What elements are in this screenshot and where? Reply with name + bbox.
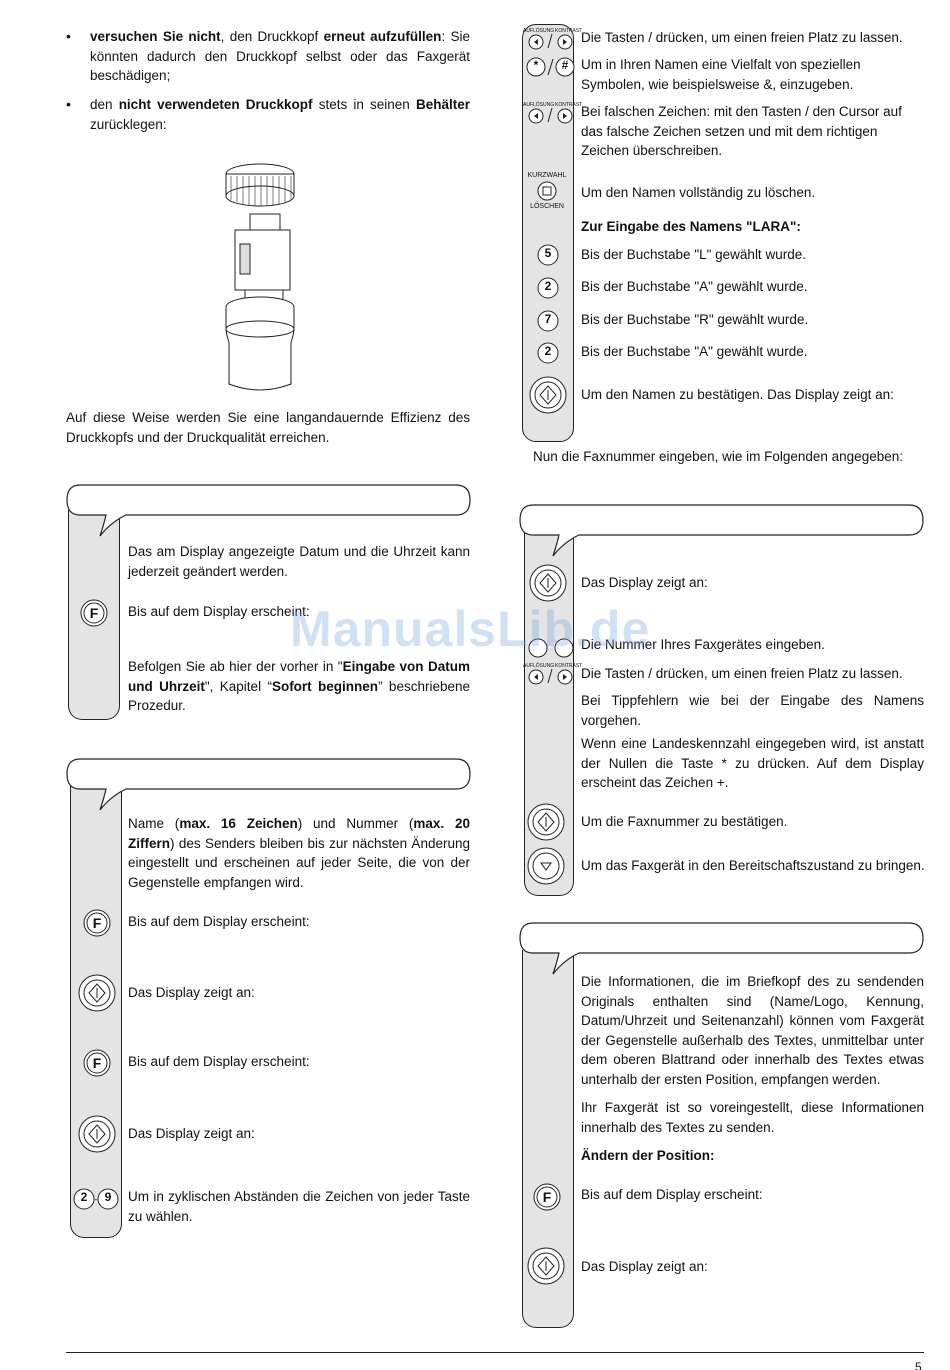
page-number: 5 (915, 1360, 922, 1370)
fax-step-1: Das Display zeigt an: (581, 575, 708, 590)
aufloesung-label: AUFLÖSUNG (523, 102, 555, 108)
right-step-6: Bis der Buchstabe "A" gewählt wurde. (581, 279, 808, 294)
star-key-label: * (533, 58, 539, 72)
confirm-key-icon (77, 973, 117, 1013)
fax-step-3: Die Tasten / drücken, um einen freien Platz zu lassen. (581, 666, 903, 681)
digit-key-label: 2 (80, 1190, 88, 1204)
confirm-key-icon (526, 802, 566, 842)
name-step-1: Bis auf dem Display erscheint: (128, 914, 310, 929)
digit-key-label: 9 (104, 1190, 112, 1204)
pos-step-2: Das Display zeigt an: (581, 1259, 708, 1274)
fax-step-2: Die Nummer Ihres Faxgerätes eingeben. (581, 637, 825, 652)
f-key-label: F (542, 1189, 552, 1205)
pos-intro: Die Informationen, die im Briefkopf des zu sendenden Originals enthalten sind (Name/Logo, Kennung, Datum/Uhrzeit und Seitenanzahl) können vom Faxgerät der Gegenstelle außerhalb des Textes, unmittelbar unter dem oberen Blattrand oder innerhalb des Textes etwas unterhalb der ersten Position, empfangen werden. (581, 974, 924, 1087)
right-step-4: Um den Namen vollständig zu löschen. (581, 185, 816, 200)
footer-rule (66, 1352, 924, 1353)
name-step-2: Das Display zeigt an: (128, 985, 255, 1000)
date-follow: Befolgen Sie ab hier der vorher in "Eingabe von Datum und Uhrzeit", Kapitel “Sofort beginnen” beschriebene Prozedur. (128, 659, 470, 713)
right-step-8: Bis der Buchstabe "A" gewählt wurde. (581, 344, 808, 359)
name-step-5: Um in zyklischen Abständen die Zeichen von jeder Taste zu wählen. (128, 1189, 470, 1224)
name-intro: Name (max. 16 Zeichen) und Nummer (max. 20 Ziffern) des Senders bleiben bis zur nächsten Änderung eingestellt und erscheinen auf jeder Seite, die von der Gegenstelle empfangen wird. (128, 816, 470, 890)
date-intro: Das am Display angezeigte Datum und die Uhrzeit kann jederzeit geändert werden. (128, 544, 470, 579)
right-step-5: Bis der Buchstabe "L" gewählt wurde. (581, 247, 806, 262)
name-step-4: Das Display zeigt an: (128, 1126, 255, 1141)
pos-step-1: Bis auf dem Display erscheint: (581, 1187, 763, 1202)
f-key-label: F (92, 1055, 102, 1071)
kontrast-label: KONTRAST (555, 28, 583, 34)
clear-key-icon (536, 180, 558, 202)
right-step-1: Die Tasten / drücken, um einen freien Platz zu lassen. (581, 30, 903, 45)
section-header-balloon (519, 504, 925, 564)
kontrast-label: KONTRAST (555, 663, 583, 669)
aufloesung-label: AUFLÖSUNG (523, 28, 555, 34)
confirm-key-icon (526, 1246, 566, 1286)
bullet-mark: • (66, 28, 71, 44)
f-key-label: F (89, 605, 99, 621)
fax-step-5: Wenn eine Landeskennzahl eingegeben wird, ist anstatt der Nullen die Taste * zu drücken. Auf dem Display erscheint das Zeichen +. (581, 736, 924, 790)
fax-step-6: Um die Faxnummer zu bestätigen. (581, 814, 788, 829)
kontrast-label: KONTRAST (555, 102, 583, 108)
bullet-mark: • (66, 96, 71, 112)
date-f-step: Bis auf dem Display erscheint: (128, 604, 310, 619)
right-step-9: Um den Namen zu bestätigen. Das Display zeigt an: (581, 387, 894, 402)
pos-heading: Ändern der Position: (581, 1148, 715, 1163)
digit-key-label: 2 (544, 344, 552, 358)
digit-key-label: 2 (544, 279, 552, 293)
pos-preset: Ihr Faxgerät ist so voreingestellt, diese Informationen innerhalb des Textes zu senden. (581, 1100, 924, 1135)
name-step-3: Bis auf dem Display erscheint: (128, 1054, 310, 1069)
print-head-container-illustration (215, 162, 315, 394)
digit-key-label: 5 (544, 246, 552, 260)
stop-key-icon (526, 846, 566, 886)
right-step-3: Bei falschen Zeichen: mit den Tasten / den Cursor auf das falsche Zeichen setzen und mit dem richtigen Zeichen überschreiben. (581, 104, 902, 158)
f-key-label: F (92, 915, 102, 931)
aufloesung-label: AUFLÖSUNG (523, 663, 555, 669)
bullet-text-2: den nicht verwendeten Druckkopf stets in seinen Behälter zurücklegen: (90, 97, 470, 132)
confirm-key-icon (77, 1114, 117, 1154)
digit-key-label: 7 (544, 312, 552, 326)
section-header-balloon (66, 484, 472, 544)
fax-number-intro: Nun die Faxnummer eingeben, wie im Folgenden angegeben: (533, 449, 903, 464)
bullet-text-1: versuchen Sie nicht, den Druckkopf erneut aufzufüllen: Sie könnten dadurch den Druckkopf selbst oder das Faxgerät beschädigen; (90, 29, 471, 83)
hash-key-label: # (561, 58, 569, 72)
kurzwahl-label: KURZWAHL (527, 172, 567, 179)
fax-step-4: Bei Tippfehlern wie bei der Eingabe des Namens vorgehen. (581, 693, 924, 728)
watermark: ManualsLib.de (290, 601, 651, 657)
lara-heading: Zur Eingabe des Namens "LARA": (581, 219, 801, 234)
confirm-key-icon (528, 563, 568, 603)
efficiency-paragraph: Auf diese Weise werden Sie eine langandauernde Effizienz des Druckkopfs und der Druckqualität erreichen. (66, 410, 470, 445)
section-header-balloon (66, 758, 472, 818)
right-step-2: Um in Ihren Namen eine Vielfalt von speziellen Symbolen, wie beispielsweise &, einzugeben. (581, 57, 861, 92)
confirm-key-icon (528, 375, 568, 415)
fax-step-7: Um das Faxgerät in den Bereitschaftszustand zu bringen. (581, 858, 925, 873)
loeschen-label: LÖSCHEN (530, 203, 564, 210)
right-step-7: Bis der Buchstabe "R" gewählt wurde. (581, 312, 809, 327)
svg-text:-: - (94, 1195, 98, 1204)
